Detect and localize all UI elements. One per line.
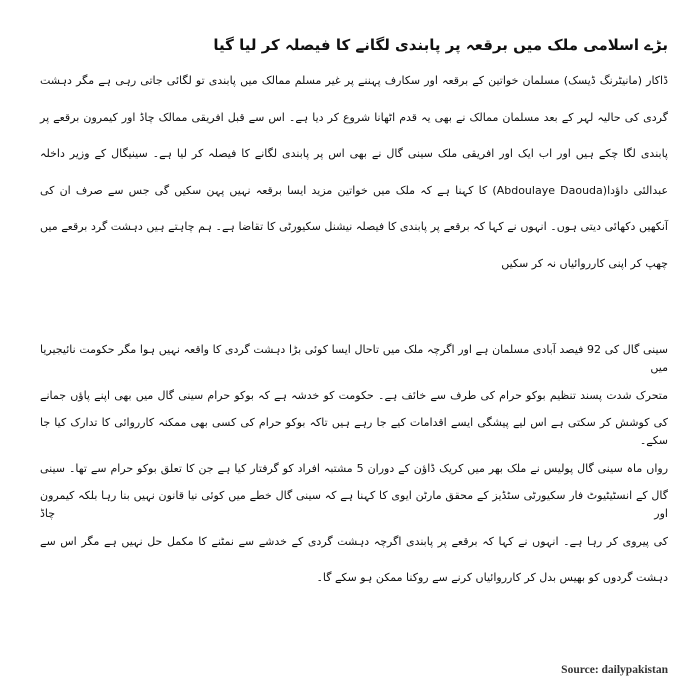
article-paragraph-1 <box>40 63 668 282</box>
paragraph-line-text: گردی کی حالیہ لہر کے بعد مسلمان ممالک نے بھی یہ قدم اٹھانا شروع کر دیا ہے۔ اس سے قبل افریقی ممالک چاڈ اور کیمرون برقعے پر <box>40 110 668 124</box>
article-paragraph-2 <box>40 341 668 597</box>
paragraph-line <box>40 560 668 597</box>
paragraph-line <box>40 136 668 173</box>
paragraph-line <box>40 487 668 524</box>
article-title: بڑے اسلامی ملک میں برقعہ پر پابندی لگانے کا فیصلہ کر لیا گیا <box>213 35 668 54</box>
paragraph-line <box>40 451 668 488</box>
paragraph-line-text: پابندی لگا چکے ہیں اور اب ایک اور افریقی ملک سینی گال نے بھی اس پر پابندی لگانے کا فیصلہ کر لیا ہے۔ سینیگال کے وزیر داخلہ <box>40 147 668 161</box>
paragraph-line <box>40 378 668 415</box>
paragraph-line-text: دہشت گردوں کو بھیس بدل کر کارروائیاں کرنے سے روکنا ممکن ہو سکے گا۔ <box>316 571 668 585</box>
paragraph-line-text: کی کوشش کر سکتی ہے اس لیے پیشگی ایسے اقدامات کیے جا رہے ہیں تاکہ بوکو حرام کی کسی بھی ممکنہ کارروائی کا تدارک کیا جا سکے۔ <box>40 416 668 448</box>
paragraph-line <box>40 209 668 246</box>
paragraph-line-text: گال کے انسٹیٹیوٹ فار سکیورٹی سٹڈیز کے محقق مارٹن ایوی کا کہنا ہے کہ سینی گال خطے میں کوئی نیا قانون نہیں بنا رہا بلکہ کیمرون اور چاڈ <box>40 489 668 521</box>
paragraph-line <box>40 414 668 451</box>
paragraph-line-text: متحرک شدت پسند تنظیم بوکو حرام کی طرف سے خائف ہے۔ حکومت کو خدشہ ہے کہ بوکو حرام سینی گال میں بھی اپنے پاؤں جمانے <box>40 388 668 402</box>
paragraph-line <box>40 63 668 100</box>
paragraph-line <box>40 524 668 561</box>
article <box>40 26 668 597</box>
paragraph-line <box>40 341 668 378</box>
paragraph-line-text: ڈاکار (مانیٹرنگ ڈیسک) مسلمان خواتین کے برقعہ اور سکارف پہننے پر غیر مسلم ممالک میں پابندی تو لگائی جاتی رہی ہے مگر دہشت <box>40 74 668 88</box>
paragraph-line-text: سینی گال کی 92 فیصد آبادی مسلمان ہے اور اگرچہ ملک میں تاحال ایسا کوئی بڑا دہشت گردی کا واقعہ نہیں ہوا مگر حکومت نائیجیریا میں <box>40 343 669 375</box>
source-credit: Source: dailypakistan <box>561 664 668 676</box>
paragraph-line-text: عبدالئی داؤدا(Abdoulaye Daouda) کا کہنا ہے کہ ملک میں خواتین مزید ایسا برقعہ نہیں پہن سکیں گی جس سے صرف ان کی <box>40 183 669 197</box>
paragraph-line <box>40 100 668 137</box>
paragraph-line-text: آنکھیں دکھائی دیتی ہوں۔ انہوں نے کہا کہ برقعے پر پابندی کا فیصلہ نیشنل سکیورٹی کا تقاضا ہے۔ ہم چاہتے ہیں دہشت گرد برقعے میں <box>40 220 668 234</box>
paragraph-line-text: کی پیروی کر رہا ہے۔ انہوں نے کہا کہ برقعے پر پابندی اگرچہ دہشت گردی کے خدشے سے نمٹنے کا مکمل حل نہیں ہے مگر اس سے <box>40 534 668 548</box>
paragraph-line-text: چھپ کر اپنی کارروائیاں نہ کر سکیں <box>501 256 668 270</box>
paragraph-line-text: رواں ماہ سینی گال پولیس نے ملک بھر میں کریک ڈاؤن کے دوران 5 مشتبہ افراد کو گرفتار کیا ہے جن کا تعلق بوکو حرام سے تھا۔ سینی <box>40 461 669 475</box>
paragraph-line <box>40 246 668 283</box>
paragraph-line <box>40 173 668 210</box>
